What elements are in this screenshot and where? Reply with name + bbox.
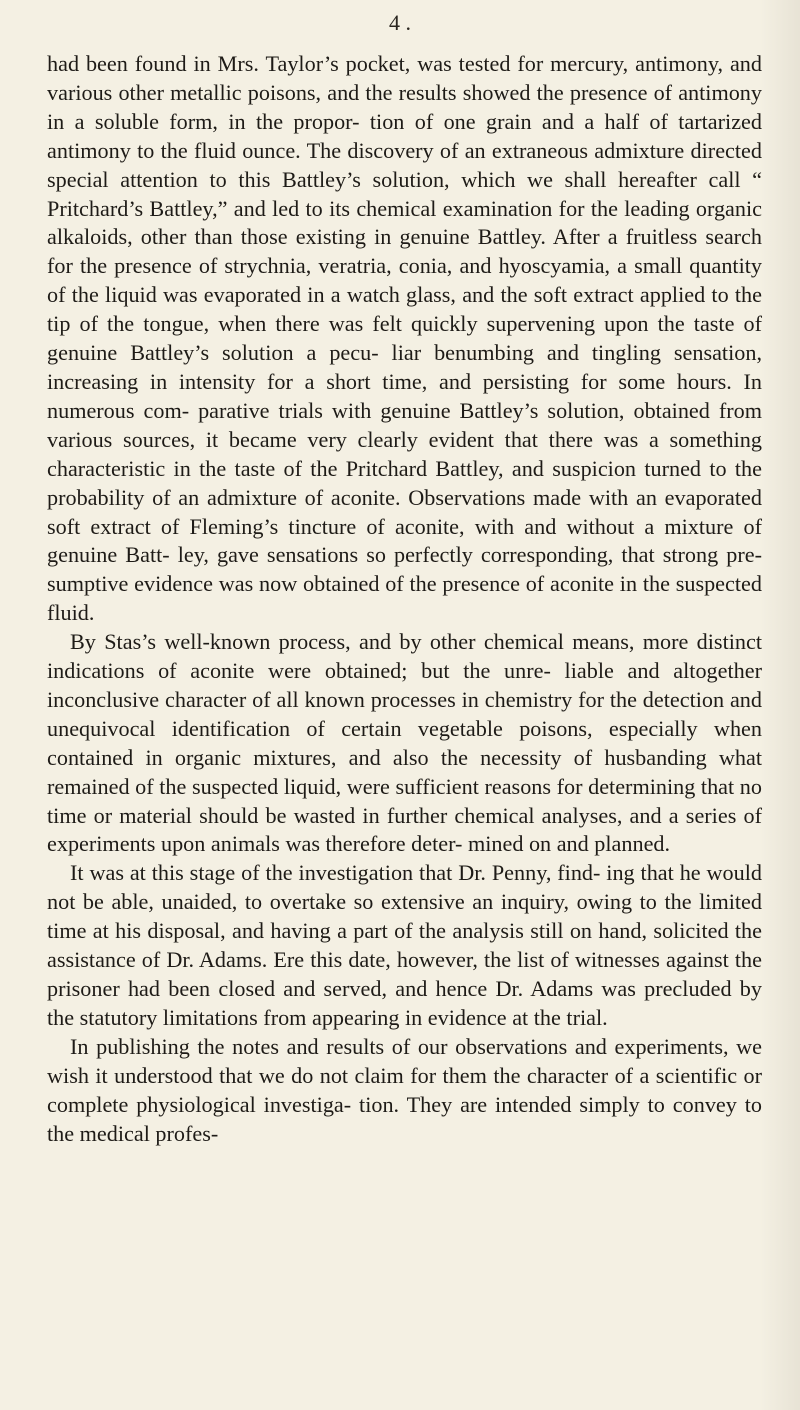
paragraph-dr-penny: It was at this stage of the investigation that Dr. Penny, find- ing that he would not be able, unaided, to overtake so extensive an inquiry, owing to the limited time at his disposal, and having a part of the analysis still on hand, solicited the assistance of Dr. Adams. Ere this date, however, the list of witnesses against the prisoner had been closed and served, and hence Dr. Adams was precluded by the statutory limitations from appearing in evidence at the trial. [47,860,762,1030]
page-number: 4 . [389,10,411,35]
paragraph-continued: had been found in Mrs. Taylor’s pocket, was tested for mercury, antimony, and various other metallic poisons, and the results showed the presence of antimony in a soluble form, in the propor- tion of one grain and a half of tartarized antimony to the fluid ounce. The discovery of an extraneous admixture directed special attention to this Battley’s solution, which we shall hereafter call “ Pritchard’s Battley,” and led to its chemical examination for the leading organic alkaloids, other than those existing in genuine Battley. After a fruitless search for the presence of strychnia, veratria, conia, and hyoscyamia, a small quantity of the liquid was evaporated in a watch glass, and the soft extract applied to the tip of the tongue, when there was felt quickly supervening upon the taste of genuine Battley’s solution a pecu- liar benumbing and tingling sensation, increasing in intensity for a short time, and persisting for some hours. In numerous com- parative trials with genuine Battley’s solution, obtained from various sources, it became very clearly evident that there was a something characteristic in the taste of the Pritchard Battley, and suspicion turned to the probability of an admixture of aconite. Observations made with an evaporated soft extract of Fleming’s tincture of aconite, with and without a mixture of genuine Batt- ley, gave sensations so perfectly corresponding, that strong pre- sumptive evidence was now obtained of the presence of aconite in the suspected fluid. [47,51,762,626]
paragraph-publishing-notes: In publishing the notes and results of our observations and experiments, we wish it understood that we do not claim for them the character of a scientific or complete physiological investiga- tion. They are intended simply to convey to the medical profes- [47,1033,762,1146]
paragraph-stas-process: By Stas’s well-known process, and by other chemical means, more distinct indications of aconite were obtained; but the unre- liable and altogether inconclusive character of all known processes in chemistry for the detection and unequivocal identification of certain vegetable poisons, especially when contained in organic mixtures, and also the necessity of husbanding what remained of the suspected liquid, were sufficient reasons for determining that no time or material should be wasted in further chemical analyses, and a series of experiments upon animals was therefore deter- mined on and planned. [47,629,762,857]
body-text [47,50,762,1148]
